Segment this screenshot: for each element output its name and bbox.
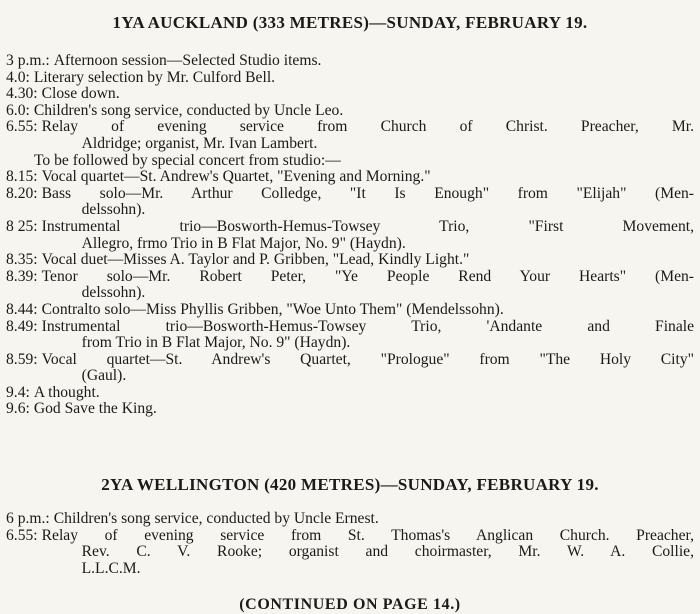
entry-text: Contralto solo—Miss Phyllis Gribben, "Woe Unto Them" (Mendelssohn). — [41, 300, 504, 318]
entry-time: 8.44: — [6, 300, 38, 318]
program-entry — [6, 269, 694, 302]
station-heading-1ya-auckland: 1YA AUCKLAND (333 METRES)—SUNDAY, FEBRUARY 19. — [112, 13, 588, 32]
entry-time: 4.0: — [6, 68, 30, 86]
entry-text-continuation: Allegro, frmo Trio in B Flat Major, No. 9" (Haydn). — [81, 234, 406, 252]
program-entry — [6, 528, 694, 578]
program-entry — [6, 302, 694, 319]
entry-text: Instrumental trio—Bosworth-Hemus-Towsey Trio, "First Movement, — [41, 217, 694, 235]
program-entry — [6, 401, 694, 418]
entry-time: 3 p.m.: — [6, 52, 50, 69]
entry-time: 6.55: — [6, 526, 38, 544]
entry-text-continuation: Aldridge; organist, Mr. Ivan Lambert. — [81, 134, 318, 152]
entry-text: God Save the King. — [33, 400, 157, 418]
station-heading-2ya-wellington: 2YA WELLINGTON (420 METRES)—SUNDAY, FEBRUARY 19. — [101, 475, 599, 494]
entry-time: 8.15: — [6, 168, 38, 186]
entry-text: Children's song service, conducted by Uncle Ernest. — [53, 510, 379, 527]
entry-text-continuation: L.L.C.M. — [81, 559, 141, 577]
entry-time: 8.59: — [6, 350, 38, 368]
program-entry — [6, 219, 694, 252]
entry-text: Afternoon session—Selected Studio items. — [53, 52, 322, 69]
entry-time: 6 p.m.: — [6, 510, 50, 527]
entry-text: Vocal quartet—St. Andrew's Quartet, "Evening and Morning." — [41, 168, 431, 186]
entry-text: Vocal quartet—St. Andrew's Quartet, "Prologue" from "The Holy City" — [41, 350, 694, 368]
entry-text: Vocal duet—Misses A. Taylor and P. Gribben, "Lead, Kindly Light." — [41, 251, 470, 269]
entry-time: 9.4: — [6, 383, 30, 401]
entry-text-continuation: delssohn). — [81, 201, 146, 219]
program-entry — [6, 169, 694, 186]
entry-text: Tenor solo—Mr. Robert Peter, "Ye People Rend Your Hearts" (Men- — [41, 267, 694, 285]
program-entry — [6, 352, 694, 385]
program-list-wellington — [6, 511, 694, 577]
entry-time: 8 25: — [6, 217, 38, 235]
entry-text: Bass solo—Mr. Arthur Colledge, "It Is Enough" from "Elijah" (Men- — [41, 184, 694, 202]
entry-text: Relay of evening service from Church of Christ. Preacher, Mr. — [41, 118, 694, 136]
entry-time: 4.30: — [6, 85, 38, 103]
program-list-auckland — [6, 53, 694, 418]
entry-text-continuation: Rev. C. V. Rooke; organist and choirmaster, Mr. W. A. Collie, — [81, 543, 694, 561]
entry-text: Close down. — [41, 85, 120, 103]
entry-time: 6.55: — [6, 118, 38, 136]
entry-time: 8.20: — [6, 184, 38, 202]
program-entry — [6, 53, 694, 70]
entry-text: Literary selection by Mr. Culford Bell. — [33, 68, 276, 86]
program-entry — [6, 186, 694, 219]
entry-text-continuation: delssohn). — [81, 284, 146, 302]
program-entry — [6, 319, 694, 352]
program-entry — [6, 103, 694, 120]
program-entry — [6, 86, 694, 103]
entry-text: Children's song service, conducted by Uncle Leo. — [33, 101, 344, 119]
program-entry — [6, 252, 694, 269]
entry-text: Instrumental trio—Bosworth-Hemus-Towsey Trio, 'Andante and Finale — [41, 317, 694, 335]
entry-time: 6.0: — [6, 101, 30, 119]
program-entry — [6, 511, 694, 528]
entry-time: 8.39: — [6, 267, 38, 285]
entry-text: A thought. — [33, 383, 100, 401]
entry-time: 8.35: — [6, 251, 38, 269]
continued-notice: (CONTINUED ON PAGE 14.) — [239, 596, 461, 613]
program-entry — [6, 385, 694, 402]
entry-text: Relay of evening service from St. Thomas's Anglican Church. Preacher, — [41, 526, 694, 544]
entry-text-continuation: from Trio in B Flat Major, No. 9" (Haydn). — [81, 334, 351, 352]
entry-time: 8.49: — [6, 317, 38, 335]
concert-note: To be followed by special concert from studio:— — [34, 151, 341, 169]
entry-text-continuation: (Gaul). — [81, 367, 127, 385]
program-entry — [6, 119, 694, 152]
entry-time: 9.6: — [6, 400, 30, 418]
program-entry — [6, 70, 694, 87]
previous-page-text-fragment — [0, 0, 700, 6]
